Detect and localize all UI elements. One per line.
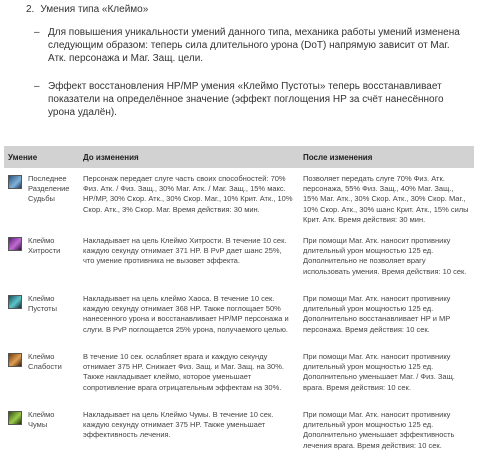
before-cell: Персонаж передает слуге часть своих способностей: 70% Физ. Атк. / Физ. Защ., 30% Маг. Атк. / Маг. Защ., 15% макс. HP/MP, 30% Скор. Атк., 30% Скор. Маг., 10% Крит. Атк., 10% Скор. Атк., 3% Скор. Маг. Время действия: 30 мин. (79, 168, 299, 230)
after-cell: При помощи Маг. Атк. наносит противнику длительный урон мощностью 125 ед. Дополнительно уменьшает Маг. / Физ. Защ. врага. Время действия: 10 сек. (299, 346, 474, 404)
after-cell: При помощи Маг. Атк. наносит противнику длительный урон мощностью 125 ед. Дополнительно не позволяет врагу использовать умения. Время действия: 10 сек. (299, 230, 474, 288)
table-row (4, 288, 474, 346)
heading-number: 2. (26, 4, 35, 15)
mark-of-trick-icon (8, 237, 22, 251)
mark-of-void-icon (8, 295, 22, 309)
skill-cell (4, 288, 79, 346)
patch-notes-section (0, 0, 480, 140)
table-row (4, 168, 474, 230)
skill-name: Клеймо Чумы (28, 410, 55, 430)
table-row (4, 346, 474, 404)
bullet-item (34, 26, 468, 65)
skill-cell (4, 230, 79, 288)
section-heading (26, 4, 148, 15)
skill-cell (4, 346, 79, 404)
bullet-text: Эффект восстановления HP/MP умения «Клеймо Пустоты» теперь восстанавливает показатели на определённое значение (эффект поглощения HP за счёт нанесённого урона удалён). (48, 81, 444, 118)
mark-of-weakness-icon (8, 353, 22, 367)
bullet-dash: – (34, 81, 40, 92)
header-before: До изменения (79, 146, 299, 168)
skill-name: Клеймо Пустоты (28, 294, 57, 314)
before-cell: В течение 10 сек. ослабляет врага и каждую секунду отнимает 375 HP. Снижает Физ. Защ. и Маг. Защ. на 30%. Также накладывает клеймо, которое уменьшает сопротивление врага отрицательным эффектам на 30%. (79, 346, 299, 404)
mark-of-plague-icon (8, 411, 22, 425)
shared-fate-icon (8, 175, 22, 189)
after-cell: При помощи Маг. Атк. наносит противнику длительный урон мощностью 125 ед. Дополнительно восстанавливает HP и MP персонажа. Время действия: 10 сек. (299, 288, 474, 346)
bullet-dash: – (34, 27, 40, 38)
bullet-item (34, 80, 468, 119)
table-header-row (4, 146, 474, 168)
table-row (4, 404, 474, 462)
after-cell: При помощи Маг. Атк. наносит противнику длительный урон мощностью 125 ед. Дополнительно уменьшает эффективность лечения врага. Время действия: 10 сек. (299, 404, 474, 462)
skill-name: Клеймо Хитрости (28, 236, 61, 256)
table-row (4, 230, 474, 288)
skill-name: Последнее Разделение Судьбы (28, 174, 70, 203)
header-skill: Умение (4, 146, 79, 168)
before-cell: Накладывает на цель клеймо Хаоса. В течение 10 сек. каждую секунду отнимает 368 HP. Также поглощает 50% нанесенного урона и восстанавливает HP/MP персонажа и слуги. В PvP поглощается 25% урона, получаемого целью. (79, 288, 299, 346)
heading-text: Умения типа «Клеймо» (40, 4, 149, 15)
header-after: После изменения (299, 146, 474, 168)
skill-changes-table (4, 146, 474, 462)
bullet-text: Для повышения уникальности умений данного типа, механика работы умений изменена следующим образом: теперь сила длительного урона (DoT) напрямую зависит от Маг. Атк. персонажа и Маг. Защ. цели. (48, 27, 460, 64)
skill-cell (4, 168, 79, 230)
skill-cell (4, 404, 79, 462)
before-cell: Накладывает на цель Клеймо Чумы. В течение 10 сек. каждую секунду отнимает 375 HP. Также уменьшает эффективность лечения. (79, 404, 299, 462)
after-cell: Позволяет передать слуге 70% Физ. Атк. персонажа, 55% Физ. Защ., 40% Маг. Защ., 15% Маг. Атк., 30% Скор. Атк., 30% Скор. Маг., 10% Скор. Атк., 30% шанс Крит. Атк., 15% силы Крит. Атк. Время действия: 30 мин. (299, 168, 474, 230)
before-cell: Накладывает на цель Клеймо Хитрости. В течение 10 сек. каждую секунду отнимает 371 HP. В PvP дает шанс 25%, что умение противника не вызовет эффекта. (79, 230, 299, 288)
skill-name: Клеймо Слабости (28, 352, 62, 372)
